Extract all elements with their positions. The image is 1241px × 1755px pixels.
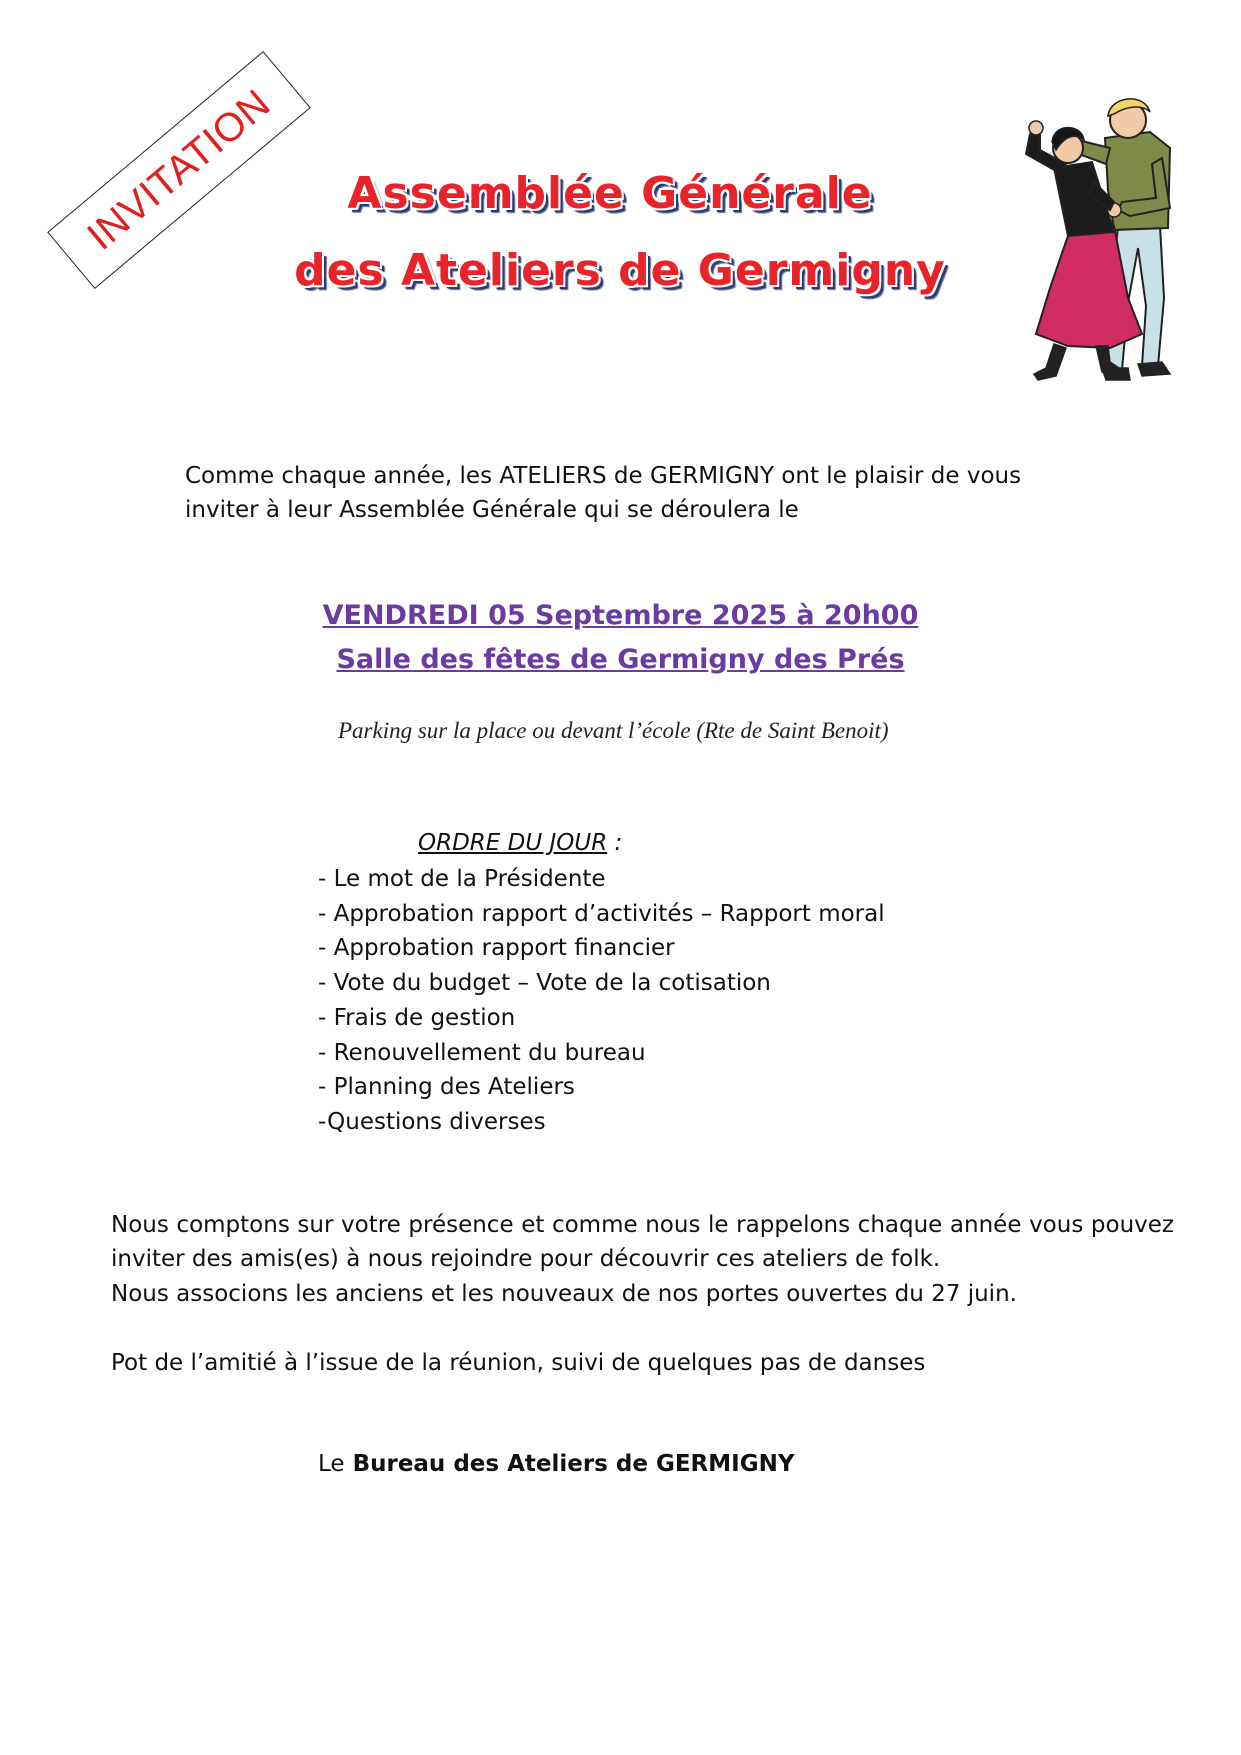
event-place: Salle des fêtes de Germigny des Prés bbox=[336, 644, 905, 675]
closing-line-2: inviter des amis(es) à nous rejoindre pour découvrir ces ateliers de folk. bbox=[111, 1246, 941, 1272]
agenda-item: -Questions diverses bbox=[318, 1108, 546, 1135]
agenda-title-label: ORDRE DU JOUR bbox=[418, 830, 608, 856]
signature-bold: Bureau des Ateliers de GERMIGNY bbox=[344, 1451, 795, 1477]
title-line-1: Assemblée Générale bbox=[347, 168, 873, 219]
event-date: VENDREDI 05 Septembre 2025 à 20h00 bbox=[322, 600, 919, 631]
parking-info: Parking sur la place ou devant l’école (Rte de Saint Benoit) bbox=[338, 718, 889, 743]
agenda-item: - Approbation rapport d’activités – Rapport moral bbox=[318, 900, 885, 927]
pot-line: Pot de l’amitié à l’issue de la réunion, suivi de quelques pas de danses bbox=[111, 1350, 926, 1376]
agenda-item: - Frais de gestion bbox=[318, 1004, 516, 1031]
agenda-list bbox=[318, 862, 885, 1140]
agenda-title-suffix: : bbox=[607, 830, 623, 856]
agenda-title bbox=[418, 830, 622, 856]
agenda-item: - Planning des Ateliers bbox=[318, 1074, 575, 1101]
title-line-2: des Ateliers de Germigny bbox=[294, 245, 946, 296]
intro-line-1: Comme chaque année, les ATELIERS de GERMIGNY ont le plaisir de vous bbox=[185, 463, 1022, 489]
closing-line-3: Nous associons les anciens et les nouveaux de nos portes ouvertes du 27 juin. bbox=[111, 1281, 1017, 1307]
agenda-item: - Le mot de la Présidente bbox=[318, 866, 606, 892]
invitation-stamp-label: INVITATION bbox=[78, 80, 279, 259]
signature bbox=[318, 1451, 794, 1477]
agenda-item: - Vote du budget – Vote de la cotisation bbox=[318, 970, 771, 997]
agenda-item: - Renouvellement du bureau bbox=[318, 1039, 646, 1066]
agenda-item: - Approbation rapport financier bbox=[318, 935, 675, 962]
dancing-couple-illustration bbox=[1010, 98, 1200, 396]
signature-prefix: Le bbox=[318, 1451, 345, 1477]
closing-line-1: Nous comptons sur votre présence et comme nous le rappelons chaque année vous pouvez bbox=[111, 1212, 1174, 1238]
intro-line-2: inviter à leur Assemblée Générale qui se déroulera le bbox=[185, 497, 799, 523]
